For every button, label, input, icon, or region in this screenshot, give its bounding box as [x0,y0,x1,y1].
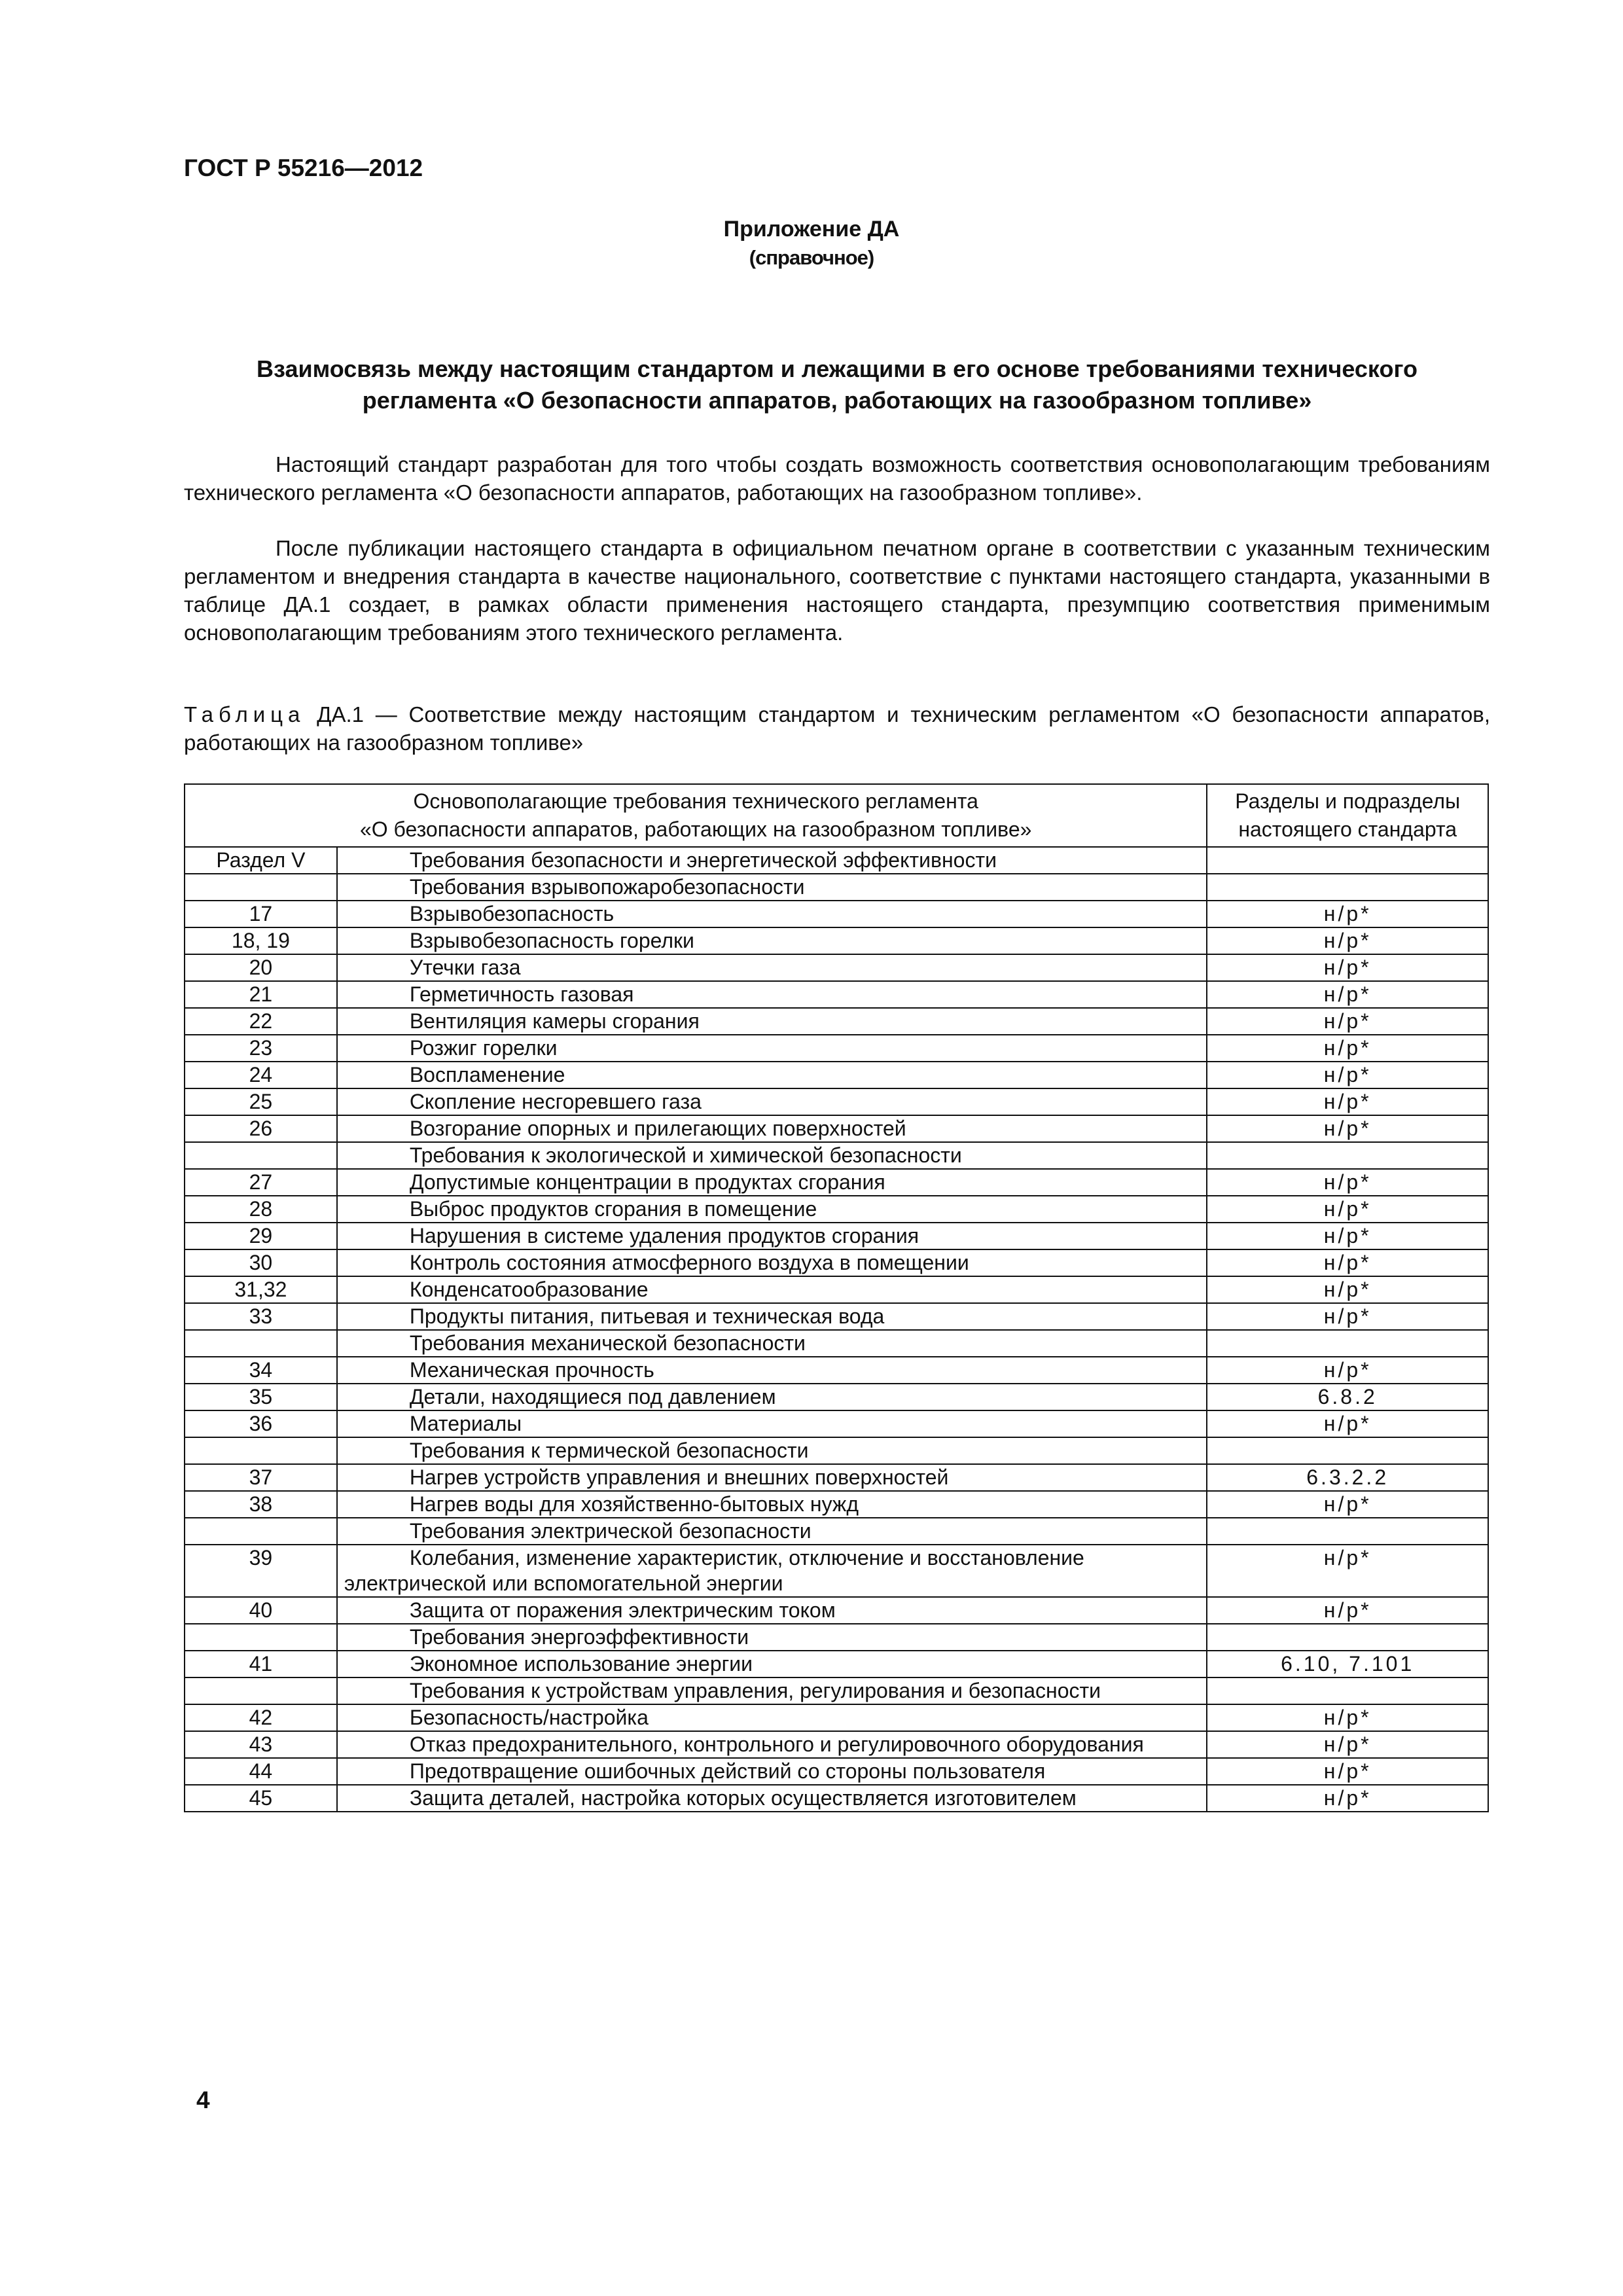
table-row [185,1704,1488,1731]
section-cell: н/р* [1207,1008,1488,1035]
table-row [185,954,1488,981]
table-row [185,1142,1488,1169]
table-row [185,1464,1488,1491]
table-caption-word: Таблица [184,702,306,726]
requirement-cell: Требования взрывопожаробезопасности [337,874,1207,901]
clause-number-cell [185,1330,337,1357]
clause-number-cell: 43 [185,1731,337,1758]
clause-number-cell [185,1142,337,1169]
requirement-cell: Конденсатообразование [337,1276,1207,1303]
section-cell: н/р* [1207,1597,1488,1624]
section-cell: н/р* [1207,901,1488,927]
table-row [185,1276,1488,1303]
requirement-cell: Защита деталей, настройка которых осуществляется изготовителем [337,1785,1207,1812]
section-cell: 6.8.2 [1207,1384,1488,1410]
section-cell [1207,1142,1488,1169]
table-row [185,874,1488,901]
clause-number-cell: 41 [185,1651,337,1677]
section-cell [1207,1330,1488,1357]
section-cell [1207,874,1488,901]
table-row [185,1384,1488,1410]
clause-number-cell: 39 [185,1545,337,1597]
section-cell: н/р* [1207,927,1488,954]
requirement-cell: Требования к термической безопасности [337,1437,1207,1464]
requirement-cell: Требования электрической безопасности [337,1518,1207,1545]
clause-number-cell [185,1437,337,1464]
table-row [185,1008,1488,1035]
table-row [185,1303,1488,1330]
table-row [185,1545,1488,1597]
clause-number-cell: 33 [185,1303,337,1330]
annex-subtitle: (справочное) [749,246,874,269]
requirement-cell: Безопасность/настройка [337,1704,1207,1731]
clause-number-cell: 29 [185,1223,337,1249]
table-row [185,1624,1488,1651]
annex-title: Приложение ДА [723,217,900,242]
requirement-cell: Контроль состояния атмосферного воздуха в помещении [337,1249,1207,1276]
table-row [185,1651,1488,1677]
requirement-cell: Взрывобезопасность горелки [337,927,1207,954]
requirement-cell: Скопление несгоревшего газа [337,1088,1207,1115]
table-row [185,1410,1488,1437]
clause-number-cell: 44 [185,1758,337,1785]
header-sections-line-2: настоящего стандарта [1238,817,1457,841]
table-row [185,1088,1488,1115]
requirement-cell: Нагрев воды для хозяйственно-бытовых нужд [337,1491,1207,1518]
clause-number-cell: 25 [185,1088,337,1115]
table-row [185,1196,1488,1223]
heading-line-1: Взаимосвязь между настоящим стандартом и лежащими в его основе требованиями технического [257,355,1418,382]
requirement-cell: Возгорание опорных и прилегающих поверхностей [337,1115,1207,1142]
section-cell [1207,1518,1488,1545]
header-sections [1207,784,1488,847]
requirement-cell: Отказ предохранительного, контрольного и регулировочного оборудования [337,1731,1207,1758]
section-cell: н/р* [1207,1062,1488,1088]
clause-number-cell: 27 [185,1169,337,1196]
table-body [185,847,1488,1812]
clause-number-cell: 42 [185,1704,337,1731]
requirement-cell: Выброс продуктов сгорания в помещение [337,1196,1207,1223]
clause-number-cell [185,1624,337,1651]
section-cell: н/р* [1207,1035,1488,1062]
heading-line-2: регламента «О безопасности аппаратов, работающих на газообразном топливе» [362,387,1312,414]
table-row [185,927,1488,954]
clause-number-cell: 23 [185,1035,337,1062]
annex-block [0,215,1623,272]
header-requirements [185,784,1207,847]
table-row [185,1677,1488,1704]
requirement-cell: Требования к устройствам управления, регулирования и безопасности [337,1677,1207,1704]
table-row [185,1223,1488,1249]
clause-number-cell [185,1518,337,1545]
requirement-cell: Требования энергоэффективности [337,1624,1207,1651]
clause-number-cell: 38 [185,1491,337,1518]
clause-number-cell: 20 [185,954,337,981]
section-cell: н/р* [1207,1545,1488,1597]
header-requirements-line-2: «О безопасности аппаратов, работающих на газообразном топливе» [359,817,1032,841]
clause-number-cell: 17 [185,901,337,927]
section-cell: 6.3.2.2 [1207,1464,1488,1491]
table-row [185,901,1488,927]
section-cell: н/р* [1207,1276,1488,1303]
table-header-row [185,784,1488,847]
section-cell [1207,1677,1488,1704]
clause-number-cell: 30 [185,1249,337,1276]
clause-number-cell [185,874,337,901]
table-row [185,1758,1488,1785]
requirement-cell: Взрывобезопасность [337,901,1207,927]
section-heading [184,353,1490,416]
section-cell [1207,1437,1488,1464]
clause-number-cell: 40 [185,1597,337,1624]
clause-number-cell: 21 [185,981,337,1008]
clause-number-cell: 37 [185,1464,337,1491]
section-cell: н/р* [1207,954,1488,981]
section-cell: н/р* [1207,1704,1488,1731]
requirement-cell: Предотвращение ошибочных действий со стороны пользователя [337,1758,1207,1785]
clause-number-cell: 36 [185,1410,337,1437]
clause-number-cell: 28 [185,1196,337,1223]
table-row [185,1491,1488,1518]
clause-number-cell: 31,32 [185,1276,337,1303]
requirement-cell: Допустимые концентрации в продуктах сгорания [337,1169,1207,1196]
section-cell: н/р* [1207,1303,1488,1330]
clause-number-cell: 24 [185,1062,337,1088]
requirement-cell: Нарушения в системе удаления продуктов сгорания [337,1223,1207,1249]
table-row [185,1115,1488,1142]
requirement-cell: Экономное использование энергии [337,1651,1207,1677]
header-sections-line-1: Разделы и подразделы [1235,789,1461,813]
table-row [185,1035,1488,1062]
table-row [185,1169,1488,1196]
clause-number-cell: 35 [185,1384,337,1410]
clause-number-cell: 26 [185,1115,337,1142]
table-row [185,1249,1488,1276]
section-cell: н/р* [1207,1758,1488,1785]
table-caption [184,700,1490,757]
requirement-cell: Защита от поражения электрическим током [337,1597,1207,1624]
table-row [185,1330,1488,1357]
paragraph-presumption: После публикации настоящего стандарта в официальном печатном органе в соответствии с указанным техническим регламентом и внедрения стандарта в качестве национального, соответствие с пунктами настоящего стандарта, указанными в таблице ДА.1 создает, в рамках области применения настоящего стандарта, презумпцию соответствия применимым основополагающим требованиям этого технического регламента. [184,536,1490,645]
clause-number-cell: 34 [185,1357,337,1384]
section-cell: 6.10, 7.101 [1207,1651,1488,1677]
requirement-cell: Нагрев устройств управления и внешних поверхностей [337,1464,1207,1491]
table-row [185,847,1488,874]
section-cell: н/р* [1207,1169,1488,1196]
requirement-cell: Требования безопасности и энергетической эффективности [337,847,1207,874]
section-cell: н/р* [1207,1196,1488,1223]
table-row [185,1518,1488,1545]
requirement-cell: Требования механической безопасности [337,1330,1207,1357]
table-row [185,981,1488,1008]
table-row [185,1597,1488,1624]
requirement-cell: Материалы [337,1410,1207,1437]
section-cell: н/р* [1207,1223,1488,1249]
correspondence-table [184,783,1489,1812]
section-cell: н/р* [1207,1088,1488,1115]
page-number: 4 [196,2087,210,2113]
clause-number-cell: 18, 19 [185,927,337,954]
clause-number-cell [185,1677,337,1704]
table-row [185,1357,1488,1384]
paragraph-purpose: Настоящий стандарт разработан для того чтобы создать возможность соответствия основополагающим требованиям технического регламента «О безопасности аппаратов, работающих на газообразном топливе». [184,452,1490,505]
table-row [185,1731,1488,1758]
table-row [185,1062,1488,1088]
section-cell [1207,1624,1488,1651]
section-cell: н/р* [1207,1357,1488,1384]
section-cell: н/р* [1207,1731,1488,1758]
requirement-cell: Колебания, изменение характеристик, отключение и восстановление электрической или вспомогательной энергии [337,1545,1207,1597]
requirement-cell: Вентиляция камеры сгорания [337,1008,1207,1035]
section-cell: н/р* [1207,981,1488,1008]
clause-number-cell: 45 [185,1785,337,1812]
requirement-cell: Продукты питания, питьевая и техническая вода [337,1303,1207,1330]
section-cell: н/р* [1207,1491,1488,1518]
section-cell: н/р* [1207,1115,1488,1142]
section-cell: н/р* [1207,1785,1488,1812]
requirement-cell: Воспламенение [337,1062,1207,1088]
table-row [185,1785,1488,1812]
header-requirements-line-1: Основополагающие требования технического регламента [413,789,978,813]
table-row [185,1437,1488,1464]
table-caption-text: ДА.1 — Соответствие между настоящим стандартом и техническим регламентом «О безопасности аппаратов, работающих на газообразном топливе» [184,702,1490,755]
section-cell: н/р* [1207,1410,1488,1437]
requirement-cell: Розжиг горелки [337,1035,1207,1062]
requirement-cell: Требования к экологической и химической безопасности [337,1142,1207,1169]
clause-number-cell: Раздел V [185,847,337,874]
document-code: ГОСТ Р 55216—2012 [184,154,423,181]
requirement-cell: Механическая прочность [337,1357,1207,1384]
requirement-cell: Утечки газа [337,954,1207,981]
requirement-cell: Детали, находящиеся под давлением [337,1384,1207,1410]
section-cell [1207,847,1488,874]
requirement-cell: Герметичность газовая [337,981,1207,1008]
section-cell: н/р* [1207,1249,1488,1276]
clause-number-cell: 22 [185,1008,337,1035]
